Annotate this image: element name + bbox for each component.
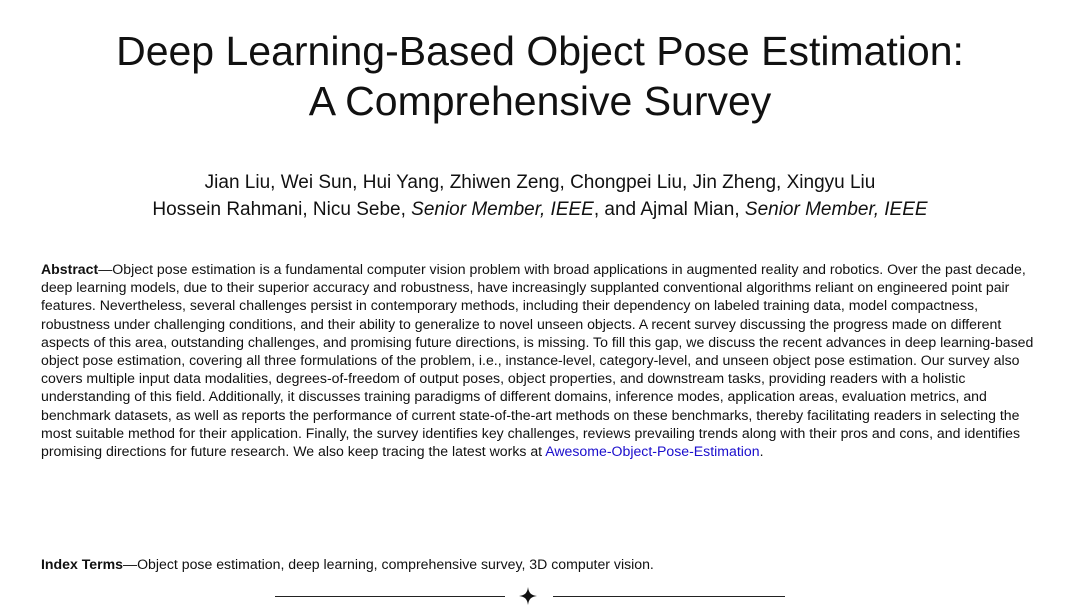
index-terms-text: —Object pose estimation, deep learning, comprehensive survey, 3D computer vision. <box>122 556 654 572</box>
membership-note: Senior Member, IEEE <box>744 199 928 220</box>
authors-line-2 <box>0 196 1080 223</box>
abstract <box>41 260 1041 460</box>
membership-note: Senior Member, IEEE <box>411 199 594 220</box>
abstract-label: Abstract <box>41 261 99 277</box>
author-list <box>0 169 1080 223</box>
abstract-text: —Object pose estimation is a fundamental computer vision problem with broad applications in augmented reality and robotics. Over the past decade, deep learning models, due to their superior accuracy and robustness, have increasingly supplanted conventional algorithms reliant on engineered point pair features. Nevertheless, several challenges persist in contemporary methods, including their dependency on labeled training data, model compactness, robustness under challenging conditions, and their ability to generalize to novel unseen objects. A recent survey discussing the progress made on different aspects of this area, outstanding challenges, and promising future directions, is missing. To fill this gap, we discuss the recent advances in deep learning-based object pose estimation, covering all three formulations of the problem, i.e., instance-level, category-level, and unseen object pose estimation. Our survey also covers multiple input data modalities, degrees-of-freedom of output poses, object properties, and downstream tasks, providing readers with a holistic understanding of this field. Additionally, it discusses training paradigms of different domains, inference modes, application areas, evaluation metrics, and benchmark datasets, as well as reports the performance of current state-of-the-art methods on these benchmarks, thereby facilitating readers in selecting the most suitable method for their application. Finally, the survey identifies key challenges, reviews prevailing trends along with their pros and cons, and identifies promising directions for future research. We also keep tracing the latest works at <box>41 261 1034 460</box>
authors-segment: , and Ajmal Mian, <box>593 199 745 220</box>
divider-rule-right <box>553 596 785 597</box>
abstract-end: . <box>759 443 764 460</box>
four-point-star-icon <box>519 587 537 605</box>
paper-title <box>0 26 1080 126</box>
authors-line-1: Jian Liu, Wei Sun, Hui Yang, Zhiwen Zeng, Chongpei Liu, Jin Zheng, Xingyu Liu <box>204 172 876 193</box>
section-divider <box>275 586 805 606</box>
title-line-2: A Comprehensive Survey <box>308 78 772 124</box>
index-terms-label: Index Terms <box>41 556 123 572</box>
authors-segment: Hossein Rahmani, Nicu Sebe, <box>152 199 412 220</box>
index-terms <box>41 555 1041 573</box>
title-line-1: Deep Learning-Based Object Pose Estimation: <box>116 28 964 74</box>
repository-link[interactable]: Awesome-Object-Pose-Estimation <box>545 443 760 460</box>
divider-rule-left <box>275 596 505 597</box>
